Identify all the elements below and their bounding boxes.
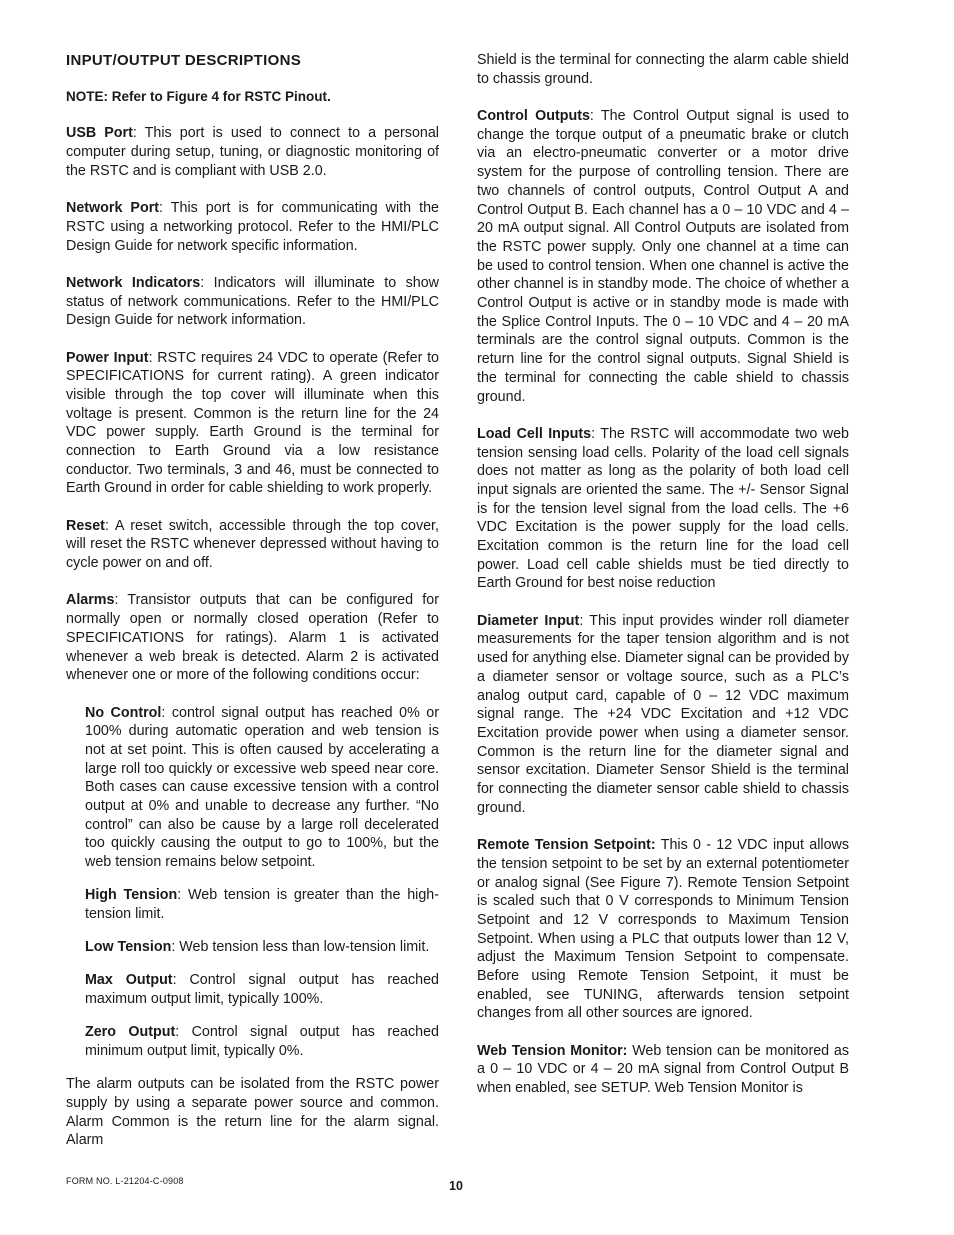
term-description: : Transistor outputs that can be configured for normally open or normally closed operation (Refer to SPECIFICATIONS for ratings). Alarm 1 is activated whenever a web break is detected. Alarm 2 is activated whenever one or more of the following conditions occur: — [66, 592, 439, 684]
term-label: Diameter Input — [477, 612, 580, 629]
term-label: No Control — [85, 704, 162, 721]
no-control-paragraph — [66, 704, 439, 872]
term-label: Low Tension — [85, 939, 172, 956]
term-description: : The Control Output signal is used to change the torque output of a pneumatic brake or clutch via an electro-pneumatic converter or a motor drive system for the purpose of controlling tension. There are two channels of control outputs, Control Output A and Control Output B. Each channel has a 0 – 10 VDC and 4 – 20 mA output signal. All Control Outputs are isolated from the RSTC power supply. Only one channel at a time can be used to control tension. When one channel is active the other channel is in standby mode. The choice of whether a Control Output is active or in standby mode is made with the Splice Control Inputs. The 0 – 10 VDC and 4 – 20 mA terminals are the control signal outputs. Common is the return line for the control signal outputs. Signal Shield is the terminal for connecting the cable shield to chassis ground. — [477, 108, 849, 405]
network-port-paragraph — [66, 199, 439, 255]
reset-paragraph — [66, 517, 439, 573]
load-cell-inputs-paragraph — [477, 425, 849, 593]
term-label: USB Port — [66, 125, 133, 142]
term-label: Zero Output — [85, 1024, 176, 1041]
low-tension-paragraph — [66, 938, 439, 957]
term-description: : control signal output has reached 0% or 100% during automatic operation and web tension is not at set point. This is often caused by accelerating a large roll too quickly or excessive web speed near core. Both cases can cause excessive tension with a control output at 0% and unable to decrease any further. “No control” can also be cause by a large roll decelerated too quickly causing the output to go to 100%, but the web tension remains below setpoint. — [85, 704, 439, 871]
section-heading: INPUT/OUTPUT DESCRIPTIONS — [66, 52, 302, 69]
term-label: High Tension — [85, 887, 178, 904]
term-description: : A reset switch, accessible through the top cover, will reset the RSTC whenever depressed without having to cycle power on and off. — [66, 517, 439, 572]
term-label: Alarms — [66, 592, 115, 609]
remote-tension-setpoint-paragraph — [477, 836, 849, 1023]
alarm-isolation-paragraph: The alarm outputs can be isolated from the RSTC power supply by using a separate power source and common. Alarm Common is the return line for the alarm signal. Alarm — [66, 1076, 439, 1149]
max-output-paragraph — [66, 971, 439, 1008]
alarms-paragraph — [66, 591, 439, 685]
control-outputs-paragraph — [477, 107, 849, 406]
zero-output-paragraph — [66, 1023, 439, 1060]
term-description: This 0 - 12 VDC input allows the tension setpoint to be set by an external potentiometer or analog signal (See Figure 7). Remote Tension Setpoint is scaled such that 0 V corresponds to Minimum Tension Setpoint and 12 V corresponds to Maximum Tension Setpoint. When using a PLC that outputs lower than 12 V, adjust the Maximum Tension Setpoint to compensate. Before using Remote Tension Setpoint, it must be enabled, see TUNING, afterwards tension setpoint changes from all other sources are ignored. — [477, 837, 849, 1022]
web-tension-monitor-paragraph — [477, 1042, 849, 1098]
term-description: : Web tension is greater than the high-tension limit. — [85, 887, 439, 923]
usb-port-paragraph — [66, 124, 439, 180]
term-label: Network Port — [66, 200, 160, 217]
page-number: 10 — [449, 1179, 463, 1193]
left-column — [66, 52, 439, 1169]
term-label: Remote Tension Setpoint: — [477, 837, 656, 854]
term-description: : This port is used to connect to a personal computer during setup, tuning, or diagnostic monitoring of the RSTC and is compliant with USB 2.0. — [66, 125, 439, 179]
term-description: : Web tension less than low-tension limit. — [171, 939, 430, 956]
term-description: : RSTC requires 24 VDC to operate (Refer to SPECIFICATIONS for current rating). A green indicator visible through the top cover will illuminate when this voltage is present. Common is the return line for the 24 VDC power supply. Earth Ground is the terminal for connection to Earth Ground via a low resistance conductor. Two terminals, 3 and 46, must be connected to Earth Ground in order for cable shielding to work properly. — [66, 349, 439, 497]
alarm-shield-continuation: Shield is the terminal for connecting the alarm cable shield to chassis ground. — [477, 52, 849, 87]
right-column — [477, 52, 849, 1116]
high-tension-paragraph — [66, 886, 439, 923]
term-description: Web tension can be monitored as a 0 – 10 VDC or 4 – 20 mA signal from Control Output B when enabled, see SETUP. Web Tension Monitor is — [477, 1042, 849, 1097]
term-description: : Indicators will illuminate to show status of network communications. Refer to the HMI/PLC Design Guide for network information. — [66, 274, 439, 329]
term-label: Reset — [66, 517, 105, 534]
network-indicators-paragraph — [66, 274, 439, 330]
form-number: FORM NO. L-21204-C-0908 — [66, 1176, 184, 1186]
term-label: Control Outputs — [477, 108, 590, 124]
term-label: Web Tension Monitor: — [477, 1042, 628, 1059]
term-label: Network Indicators — [66, 274, 201, 291]
term-label: Power Input — [66, 349, 149, 366]
term-description: : Control signal output has reached minimum output limit, typically 0%. — [85, 1024, 440, 1060]
diameter-input-paragraph — [477, 612, 849, 818]
term-description: : This port is for communicating with the RSTC using a networking protocol. Refer to the HMI/PLC Design Guide for network specific information. — [66, 200, 439, 254]
power-input-paragraph — [66, 349, 439, 499]
pinout-note: NOTE: Refer to Figure 4 for RSTC Pinout. — [66, 88, 331, 104]
term-label: Max Output — [85, 972, 173, 989]
term-label: Load Cell Inputs — [477, 425, 592, 442]
term-description: : This input provides winder roll diameter measurements for the taper tension algorithm and is not used for anything else. Diameter signal can be provided by a diameter sensor or voltage source, such as a PLC’s analog output card, capable of 0 – 12 VDC maximum signal range. The +24 VDC Excitation and +12 VDC Excitation provide power when using a diameter sensor. Common is the return line for the diameter signal and sensor excitation. Diameter Sensor Shield is the terminal for connecting the diameter sensor cable shield to chassis ground. — [477, 612, 849, 816]
term-description: : The RSTC will accommodate two web tension sensing load cells. Polarity of the load cell signals does not matter as long as the polarity of both load cell input signals are oriented the same. The +/- Sensor Signal is for the tension level signal from the load cells. The +6 VDC Excitation is the power supply for the load cells. Excitation common is the return line for the load cell power. Load cell cable shields must be tied directly to Earth Ground for best noise reduction — [477, 425, 849, 592]
term-description: : Control signal output has reached maximum output limit, typically 100%. — [85, 972, 439, 1008]
